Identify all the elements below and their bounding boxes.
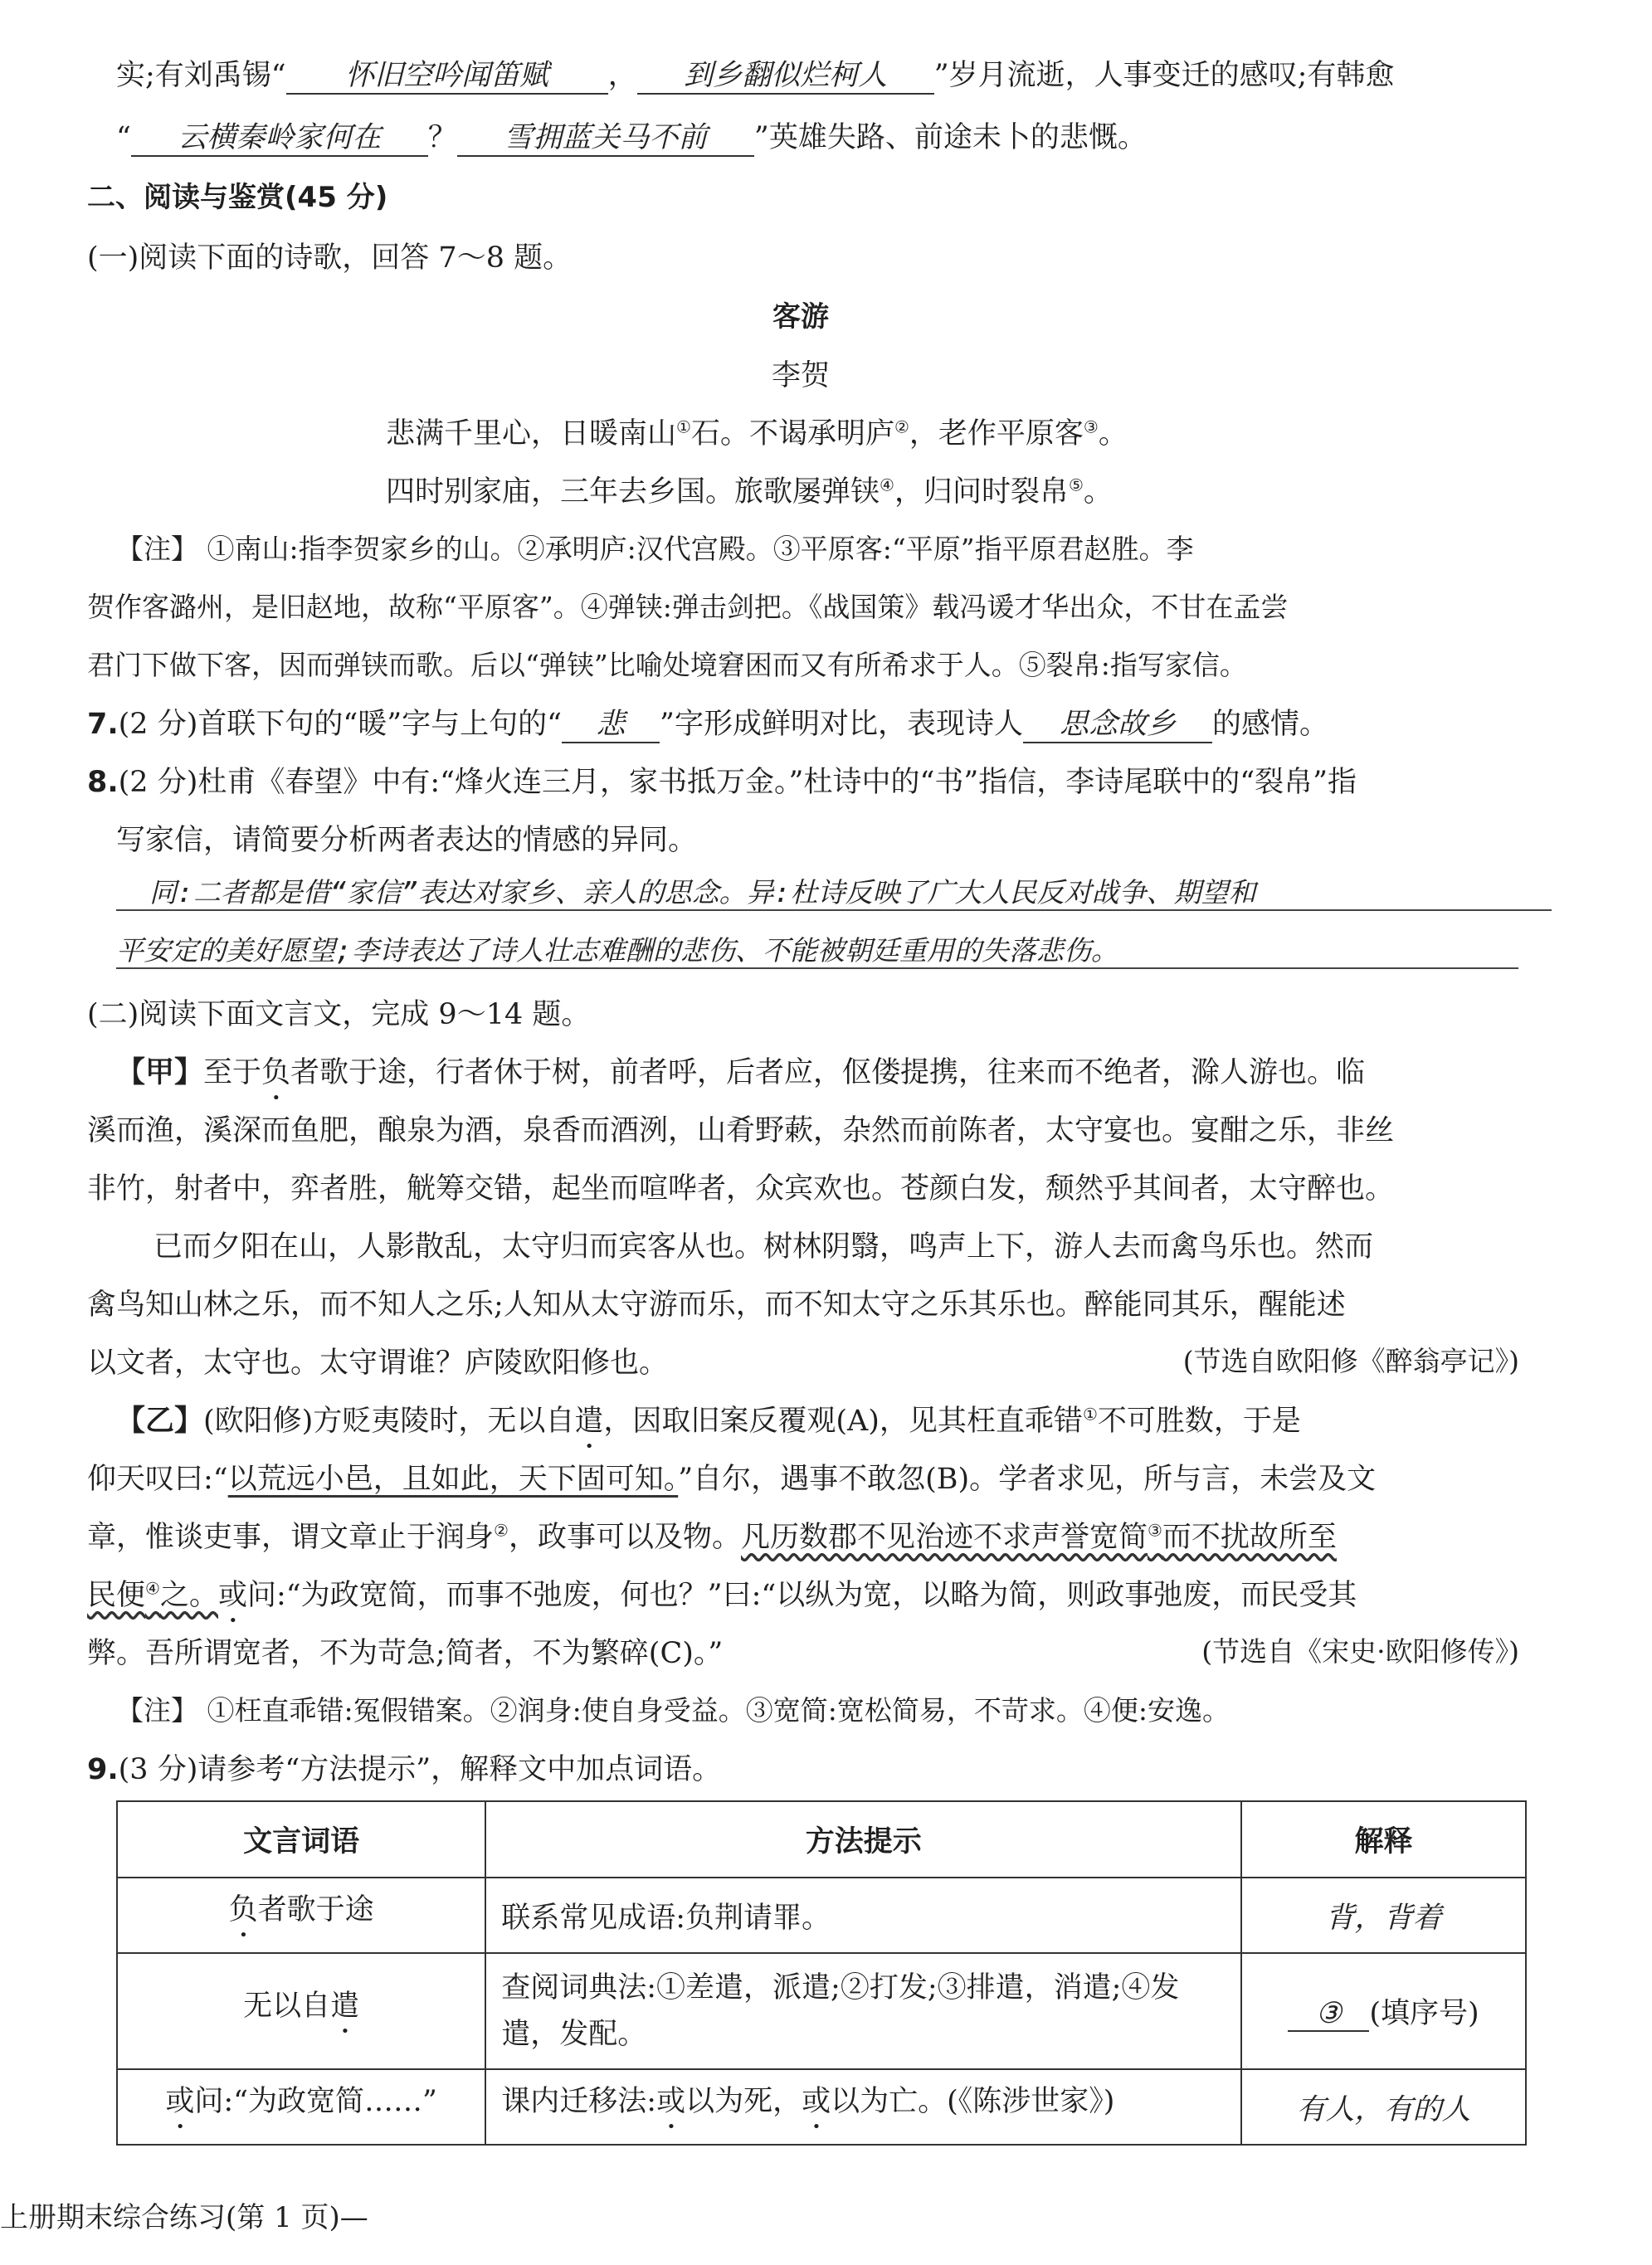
- note2: 【注】 ①枉直乖错:冤假错案。②润身:使自身受益。③宽简:宽松简易，不苛求。④便:安逸。: [116, 1694, 1230, 1727]
- poem-title: 客游: [772, 300, 829, 334]
- jia-line-1: 【甲】至于负者歌于途，行者休于树，前者呼，后者应，伛偻提携，往来而不绝者，滁人游也。临: [116, 1056, 1366, 1089]
- poem-line-2: 四时别家庙，三年去乡国。旅歌屡弹铗④，归问时裂帛⑤。: [386, 475, 1113, 509]
- q8-answer-line-2: 平安定的美好愿望;李诗表达了诗人壮志难酬的悲伤、不能被朝廷重用的失落悲伤。: [116, 933, 1518, 969]
- table-header: 文言词语: [117, 1801, 485, 1878]
- yi-line-4: 民便④之。或问:“为政宽简，而事不弛废，何也？”曰:“以纵为宽，以略为简，则政事弛废，而民受其: [87, 1578, 1357, 1612]
- part2-intro: (二)阅读下面文言文，完成 9～14 题。: [87, 998, 591, 1031]
- q8-answer-line-1: 同:二者都是借“家信”表达对家乡、亲人的思念。异:杜诗反映了广大人民反对战争、期望和: [116, 875, 1552, 911]
- table-row: [117, 2069, 1526, 2145]
- table-cell-word: 或问:“为政宽简……”: [117, 2069, 485, 2145]
- jia-line-3: 非竹，射者中，弈者胜，觥筹交错，起坐而喧哗者，众宾欢也。苍颜白发，颓然乎其间者，太守醉也。: [87, 1172, 1395, 1206]
- table-cell-answer: 背，背着: [1241, 1878, 1526, 1953]
- yi-source: (节选自《宋史·欧阳修传》): [1201, 1635, 1519, 1668]
- top-line-1: 实;有刘禹锡“ 怀旧空吟闻笛赋 ， 到乡翻似烂柯人 ”岁月流逝，人事变迁的感叹;有韩愈: [116, 58, 1394, 95]
- question-8-line-2: 写家信，请简要分析两者表达的情感的异同。: [116, 824, 698, 857]
- answer-blank: 悲: [562, 707, 660, 743]
- question-8: 8.(2 分)杜甫《春望》中有:“烽火连三月，家书抵万金。”杜诗中的“书”指信，李诗尾联中的“裂帛”指: [87, 766, 1357, 799]
- table-cell-word: 负者歌于途: [117, 1878, 485, 1953]
- table-header: 方法提示: [485, 1801, 1241, 1878]
- yi-line-1: 【乙】(欧阳修)方贬夷陵时，无以自遣，因取旧案反覆观(A)，见其枉直乖错①不可胜数，于是: [116, 1404, 1301, 1438]
- answer-blank: 到乡翻似烂柯人: [637, 58, 934, 95]
- question-9: 9.(3 分)请参考“方法提示”，解释文中加点词语。: [87, 1753, 722, 1786]
- note1-line-1: 【注】 ①南山:指李贺家乡的山。②承明庐:汉代宫殿。③平原客:“平原”指平原君赵胜。李: [116, 533, 1194, 565]
- poem-line-1: 悲满千里心，日暖南山①石。不谒承明庐②，老作平原客③。: [386, 416, 1128, 451]
- yi-line-2: 仰天叹曰:“以荒远小邑，且如此，天下固可知。”自尔，遇事不敢忽(B)。学者求见，所与言，未尝及文: [87, 1463, 1377, 1496]
- answer-blank: 怀旧空吟闻笛赋: [286, 58, 608, 95]
- table-cell-hint: 查阅词典法:①差遣，派遣;②打发;③排遣，消遣;④发遣，发配。: [485, 1953, 1241, 2069]
- wavy-underlined-text: 民便④之。: [87, 1578, 218, 1612]
- note1-line-3: 君门下做下客，因而弹铗而歌。后以“弹铗”比喻处境窘困而又有所希求于人。⑤裂帛:指写家信。: [87, 649, 1247, 681]
- table-cell-hint: 课内迁移法:或以为死，或以为亡。(《陈涉世家》): [485, 2069, 1241, 2145]
- answer-blank: 思念故乡: [1023, 707, 1212, 743]
- answer-blank: 雪拥蓝关马不前: [457, 120, 754, 157]
- jia-line-2: 溪而渔，溪深而鱼肥，酿泉为酒，泉香而酒洌，山肴野蔌，杂然而前陈者，太守宴也。宴酣之乐，非丝: [87, 1114, 1395, 1147]
- underlined-sentence: 以荒远小邑，且如此，天下固可知。: [227, 1463, 679, 1496]
- answer-blank: 云横秦岭家何在: [131, 120, 428, 157]
- jia-line-6: 以文者，太守也。太守谓谁？庐陵欧阳修也。: [87, 1347, 669, 1380]
- table-cell-answer: ③ (填序号): [1241, 1953, 1526, 2069]
- table-cell-word: 无以自遣: [117, 1953, 485, 2069]
- section-title: 二、阅读与鉴赏(45 分): [87, 181, 388, 214]
- yi-line-3: 章，惟谈吏事，谓文章止于润身②，政事可以及物。凡历数郡不见治迹不求声誉宽简③而不扰故所至: [87, 1520, 1337, 1554]
- yi-line-5: 弊。吾所谓宽者，不为苛急;简者，不为繁碎(C)。”: [87, 1637, 724, 1670]
- poem-author: 李贺: [771, 359, 830, 392]
- table-cell-answer: 有人，有的人: [1241, 2069, 1526, 2145]
- table-row: [117, 1953, 1526, 2069]
- question-7: 7.(2 分)首联下句的“暖”字与上句的“ 悲 ”字形成鲜明对比，表现诗人 思念故乡 的感情。: [87, 707, 1328, 743]
- methods-table: [116, 1800, 1527, 2146]
- jia-line-4: 已而夕阳在山，人影散乱，太守归而宾客从也。树林阴翳，鸣声上下，游人去而禽鸟乐也。然而: [154, 1230, 1374, 1264]
- part1-intro: (一)阅读下面的诗歌，回答 7～8 题。: [87, 241, 573, 275]
- table-cell-hint: 联系常见成语:负荆请罪。: [485, 1878, 1241, 1953]
- jia-source: (节选自欧阳修《醉翁亭记》): [1182, 1345, 1519, 1377]
- wavy-underlined-text: 凡历数郡不见治迹不求声誉宽简③而不扰故所至: [740, 1520, 1337, 1554]
- page-footer: 上册期末综合练习(第 1 页)—: [0, 2201, 368, 2234]
- top-line-2: “ 云横秦岭家何在 ？ 雪拥蓝关马不前 ”英雄失路、前途未卜的悲慨。: [116, 120, 1147, 157]
- note1-line-2: 贺作客潞州，是旧赵地，故称“平原客”。④弹铗:弹击剑把。《战国策》载冯谖才华出众，不甘在孟尝: [87, 591, 1289, 623]
- table-row: [117, 1878, 1526, 1953]
- jia-line-5: 禽鸟知山林之乐，而不知人之乐;人知从太守游而乐，而不知太守之乐其乐也。醉能同其乐，醒能述: [87, 1288, 1346, 1322]
- table-header: 解释: [1241, 1801, 1526, 1878]
- table-header-row: [117, 1801, 1526, 1878]
